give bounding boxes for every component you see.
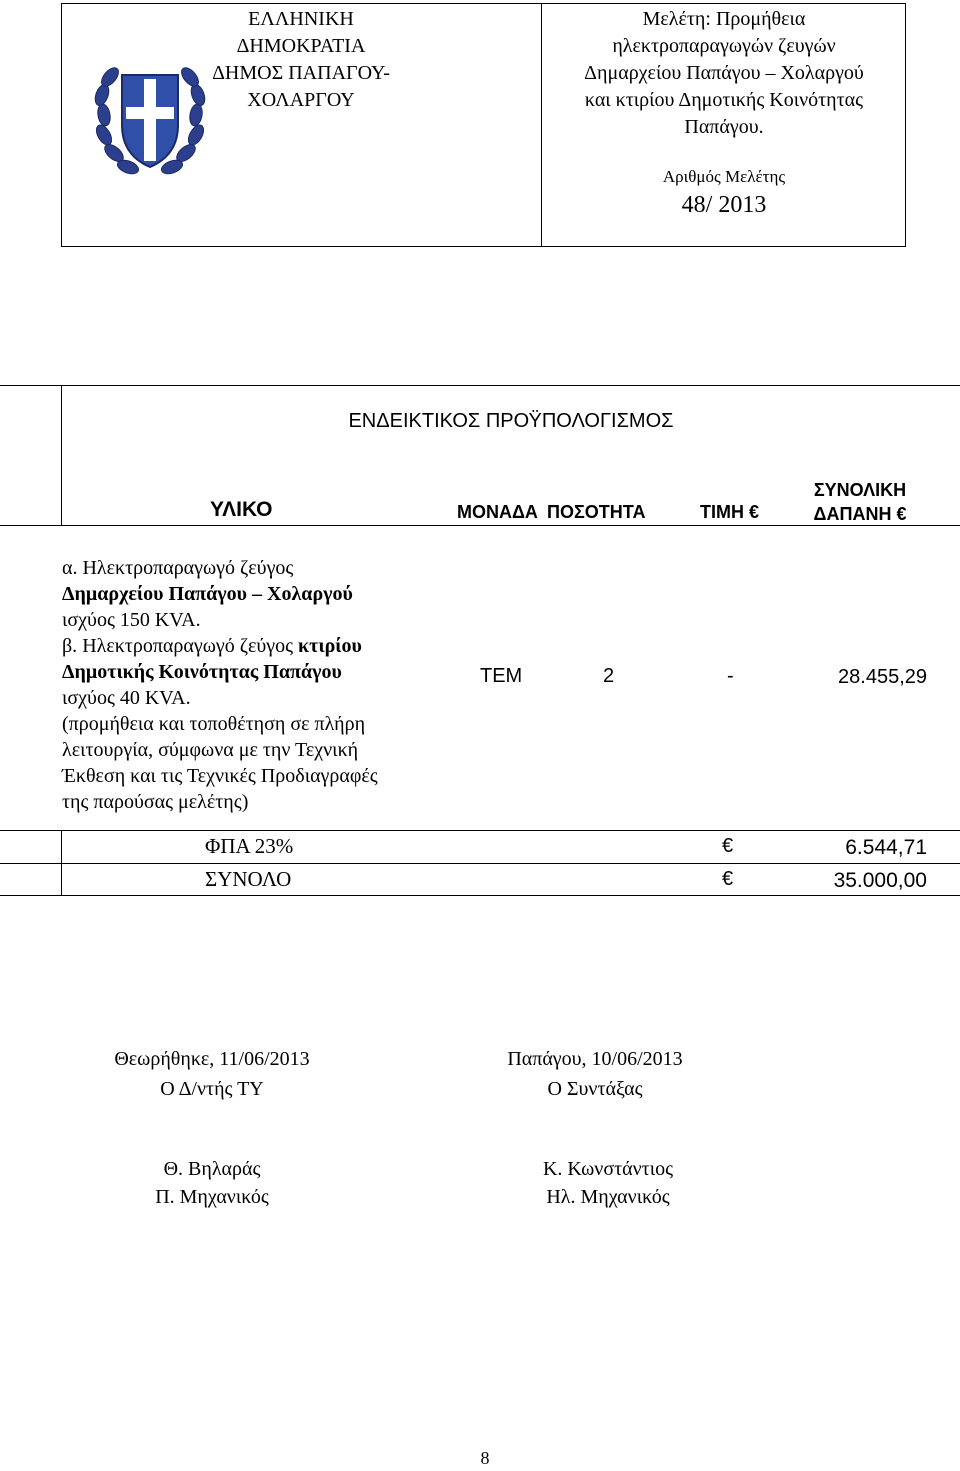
signature-right-title: Ηλ. Μηχανικός: [546, 1186, 670, 1208]
item-b-text: Ηλεκτροπαραγωγό ζεύγος: [82, 635, 299, 657]
signature-right-date: Παπάγου, 10/06/2013: [507, 1048, 683, 1070]
authority-line: ΕΛΛΗΝΙΚΗ: [248, 8, 354, 30]
authority-line: ΔΗΜΟΚΡΑΤΙΑ: [236, 35, 366, 57]
authority-line: ΧΟΛΑΡΓΟΥ: [247, 89, 355, 111]
column-header-quantity: ΠΟΣΟΤΗΤΑ: [547, 502, 646, 522]
table-left-rule: [61, 385, 62, 525]
table-border-item: [0, 830, 960, 831]
item-b-location-part2: Δημοτικής Κοινότητας Παπάγου: [62, 661, 342, 683]
column-header-material: ΥΛΙΚΟ: [210, 498, 273, 521]
column-header-total-line: ΔΑΠΑΝΗ €: [813, 504, 907, 524]
item-b-location-part1: κτιρίου: [298, 635, 362, 657]
item-a-location: Δημαρχείου Παπάγου – Χολαργού: [62, 583, 353, 605]
sum-value: 35.000,00: [833, 869, 927, 892]
item-a-power: ισχύος 150 KVA.: [62, 609, 201, 631]
study-line: Δημαρχείου Παπάγου – Χολαργού: [584, 62, 864, 84]
vat-label: ΦΠΑ 23%: [205, 834, 294, 858]
column-header-total-line: ΣΥΝΟΛΙΚΗ: [813, 480, 907, 500]
table-border-vat: [0, 863, 960, 864]
authority-line: ΔΗΜΟΣ ΠΑΠΑΓΟΥ-: [212, 62, 390, 84]
signature-left-title: Π. Μηχανικός: [155, 1186, 269, 1208]
signature-right-role: Ο Συντάξας: [547, 1078, 643, 1100]
study-line: ηλεκτροπαραγωγών ζευγών: [612, 35, 836, 57]
item-b-prefix: β.: [62, 635, 78, 657]
item-total: 28.455,29: [838, 666, 927, 688]
column-header-unit: ΜΟΝΑΔΑ: [457, 502, 538, 522]
item-note-line: Έκθεση και τις Τεχνικές Προδιαγραφές: [62, 765, 378, 787]
signature-left: [62, 1044, 362, 1104]
item-b-line1: [62, 633, 457, 659]
item-a-text: Ηλεκτροπαραγωγό ζεύγος: [82, 557, 294, 579]
study-number: 48/ 2013: [681, 192, 767, 218]
signature-right-name: Κ. Κωνστάντιος: [542, 1158, 674, 1180]
study-line: Παπάγου.: [684, 116, 764, 138]
item-note-line: λειτουργία, σύμφωνα με την Τεχνική: [62, 739, 359, 761]
signature-left-signer: [62, 1155, 362, 1211]
signature-right-signer: [458, 1155, 758, 1211]
sum-currency: €: [722, 868, 734, 890]
item-a-prefix: α.: [62, 557, 78, 579]
study-line: και κτιρίου Δημοτικής Κοινότητας: [584, 89, 864, 111]
table-left-rule: [61, 830, 62, 896]
page-number: 8: [480, 1448, 490, 1468]
sum-label: ΣΥΝΟΛΟ: [205, 867, 292, 891]
item-note-line: (προμήθεια και τοποθέτηση σε πλήρη: [62, 713, 366, 735]
vat-currency: €: [722, 835, 734, 857]
signature-left-name: Θ. Βηλαράς: [163, 1158, 261, 1180]
item-b-power: ισχύος 40 KVA.: [62, 687, 191, 709]
item-unit: ΤΕΜ: [480, 665, 523, 687]
table-border-top: [0, 385, 960, 386]
study-title-block: [543, 6, 905, 141]
signature-left-role: Ο Δ/ντής ΤΥ: [160, 1078, 264, 1100]
column-header-price: ΤΙΜΗ €: [700, 502, 760, 522]
study-number-label: Αριθμός Μελέτης: [662, 167, 786, 186]
table-border-bottom: [0, 895, 960, 896]
vat-value: 6.544,71: [845, 836, 927, 859]
study-line: Μελέτη: Προμήθεια: [642, 8, 806, 30]
item-price: -: [727, 665, 734, 687]
budget-title: ΕΝΔΕΙΚΤΙΚΟΣ ΠΡΟΫΠΟΛΟΓΙΣΜΟΣ: [348, 410, 674, 432]
signature-right: [445, 1044, 745, 1104]
signature-left-date: Θεωρήθηκε, 11/06/2013: [114, 1048, 310, 1070]
item-note-line: της παρούσας μελέτης): [62, 791, 249, 813]
item-description: [62, 555, 457, 815]
greek-national-emblem-icon: [90, 55, 210, 185]
column-header-total: [790, 478, 930, 526]
header-divider: [541, 3, 542, 247]
item-quantity: 2: [603, 665, 615, 687]
item-a-line1: [62, 555, 457, 581]
